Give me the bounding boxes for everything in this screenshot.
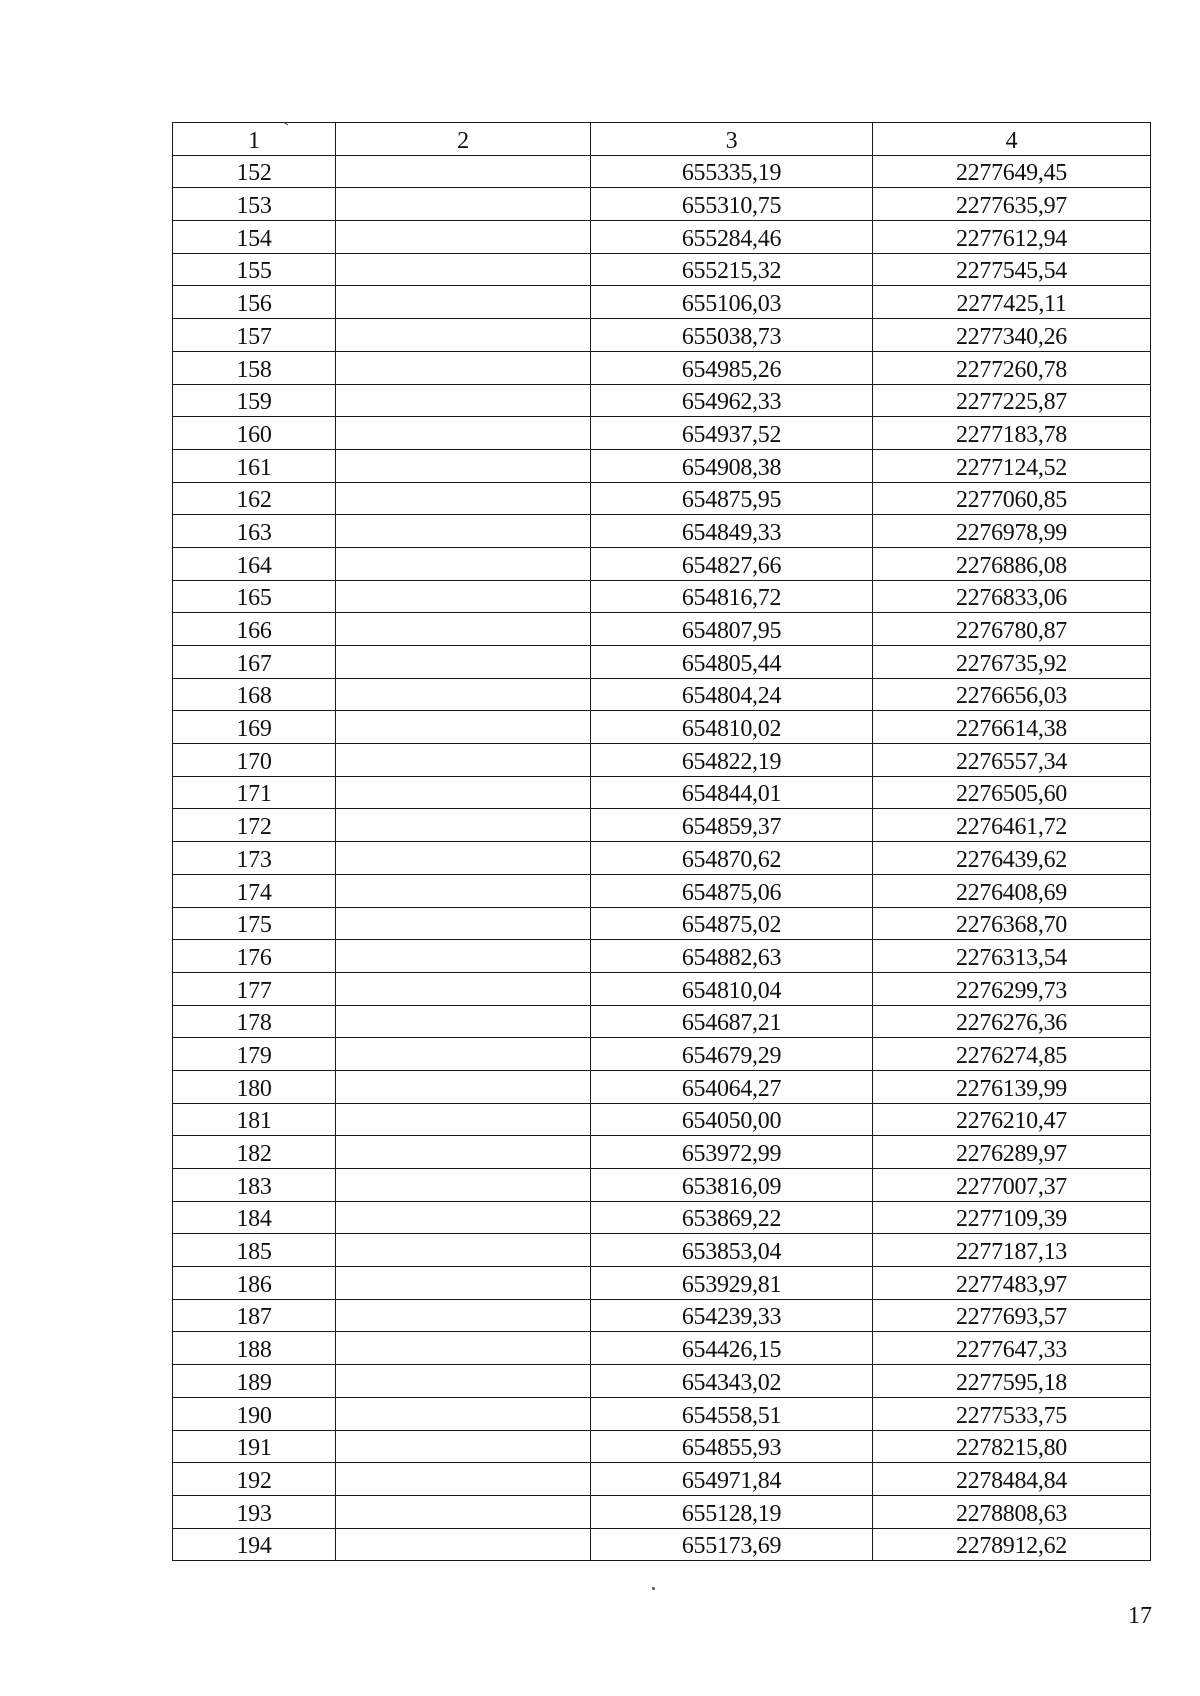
- cell-empty-cell: [336, 1201, 591, 1234]
- table-row: [173, 1038, 1151, 1071]
- header-row: [173, 123, 1151, 156]
- table-row: [173, 842, 1151, 875]
- table-row: [173, 1070, 1151, 1103]
- point-number-cell: 156: [173, 286, 336, 319]
- coordinate-y-cell: 2276289,97: [873, 1136, 1151, 1169]
- point-number-cell: 166: [173, 613, 336, 646]
- coordinates-table: [172, 122, 1151, 1561]
- table-row: [173, 1397, 1151, 1430]
- point-number-cell: 176: [173, 940, 336, 973]
- coordinate-x-cell: 654882,63: [591, 940, 873, 973]
- point-number-cell: 154: [173, 221, 336, 254]
- coordinate-x-cell: 655335,19: [591, 155, 873, 188]
- table-row: [173, 1299, 1151, 1332]
- point-number-cell: 186: [173, 1267, 336, 1300]
- cell-empty-cell: [336, 809, 591, 842]
- cell-empty-cell: [336, 1528, 591, 1561]
- coordinate-x-cell: 653816,09: [591, 1169, 873, 1202]
- point-number-cell: 184: [173, 1201, 336, 1234]
- cell-empty-cell: [336, 1103, 591, 1136]
- point-number-cell: 178: [173, 1005, 336, 1038]
- coordinate-y-cell: 2276313,54: [873, 940, 1151, 973]
- coordinate-y-cell: 2276368,70: [873, 907, 1151, 940]
- coordinate-x-cell: 654859,37: [591, 809, 873, 842]
- coordinate-x-cell: 653853,04: [591, 1234, 873, 1267]
- table-row: [173, 253, 1151, 286]
- coordinate-x-cell: 654849,33: [591, 515, 873, 548]
- cell-empty-cell: [336, 1005, 591, 1038]
- point-number-cell: 181: [173, 1103, 336, 1136]
- coordinate-y-cell: 2276656,03: [873, 678, 1151, 711]
- point-number-cell: 170: [173, 744, 336, 777]
- coordinate-x-cell: 654810,02: [591, 711, 873, 744]
- coordinate-y-cell: 2277183,78: [873, 417, 1151, 450]
- point-number-cell: 164: [173, 547, 336, 580]
- coordinate-y-cell: 2277595,18: [873, 1365, 1151, 1398]
- coordinate-x-cell: 654908,38: [591, 449, 873, 482]
- coordinate-y-cell: 2277340,26: [873, 319, 1151, 352]
- coordinate-y-cell: 2276274,85: [873, 1038, 1151, 1071]
- point-number-cell: 180: [173, 1070, 336, 1103]
- point-number-cell: 185: [173, 1234, 336, 1267]
- cell-empty-cell: [336, 1070, 591, 1103]
- table-row: [173, 1169, 1151, 1202]
- coordinate-x-cell: 653869,22: [591, 1201, 873, 1234]
- page-number: 17: [1128, 1603, 1152, 1629]
- coordinate-y-cell: 2276978,99: [873, 515, 1151, 548]
- coordinate-x-cell: 654679,29: [591, 1038, 873, 1071]
- coordinate-y-cell: 2278484,84: [873, 1463, 1151, 1496]
- cell-empty-cell: [336, 613, 591, 646]
- point-number-cell: 169: [173, 711, 336, 744]
- table-row: [173, 1430, 1151, 1463]
- coordinate-y-cell: 2276886,08: [873, 547, 1151, 580]
- coordinate-y-cell: 2276557,34: [873, 744, 1151, 777]
- cell-empty-cell: [336, 1332, 591, 1365]
- table-row: [173, 744, 1151, 777]
- cell-empty-cell: [336, 1038, 591, 1071]
- point-number-cell: 175: [173, 907, 336, 940]
- column-header-1: 1: [173, 123, 336, 156]
- column-header-4: 4: [873, 123, 1151, 156]
- coordinate-y-cell: 2277124,52: [873, 449, 1151, 482]
- coordinate-x-cell: 654343,02: [591, 1365, 873, 1398]
- table-row: [173, 874, 1151, 907]
- table-row: [173, 1103, 1151, 1136]
- point-number-cell: 160: [173, 417, 336, 450]
- coordinate-x-cell: 655128,19: [591, 1495, 873, 1528]
- coordinate-y-cell: 2277187,13: [873, 1234, 1151, 1267]
- coordinate-x-cell: 654822,19: [591, 744, 873, 777]
- cell-empty-cell: [336, 449, 591, 482]
- point-number-cell: 168: [173, 678, 336, 711]
- table-row: [173, 417, 1151, 450]
- point-number-cell: 174: [173, 874, 336, 907]
- cell-empty-cell: [336, 1136, 591, 1169]
- table-body: [173, 155, 1151, 1561]
- coordinate-x-cell: 654937,52: [591, 417, 873, 450]
- cell-empty-cell: [336, 776, 591, 809]
- coordinate-x-cell: 654962,33: [591, 384, 873, 417]
- coordinate-x-cell: 654804,24: [591, 678, 873, 711]
- coordinate-y-cell: 2277007,37: [873, 1169, 1151, 1202]
- table-row: [173, 678, 1151, 711]
- coordinate-x-cell: 654426,15: [591, 1332, 873, 1365]
- coordinate-y-cell: 2278808,63: [873, 1495, 1151, 1528]
- coordinate-x-cell: 654687,21: [591, 1005, 873, 1038]
- point-number-cell: 173: [173, 842, 336, 875]
- coordinate-y-cell: 2277635,97: [873, 188, 1151, 221]
- cell-empty-cell: [336, 384, 591, 417]
- cell-empty-cell: [336, 907, 591, 940]
- table-row: [173, 319, 1151, 352]
- coordinate-y-cell: 2276439,62: [873, 842, 1151, 875]
- coordinate-x-cell: 654971,84: [591, 1463, 873, 1496]
- table-row: [173, 613, 1151, 646]
- coordinate-x-cell: 654050,00: [591, 1103, 873, 1136]
- coordinate-y-cell: 2277425,11: [873, 286, 1151, 319]
- cell-empty-cell: [336, 515, 591, 548]
- table-row: [173, 1267, 1151, 1300]
- point-number-cell: 190: [173, 1397, 336, 1430]
- coordinate-y-cell: 2277109,39: [873, 1201, 1151, 1234]
- table-row: [173, 580, 1151, 613]
- point-number-cell: 162: [173, 482, 336, 515]
- point-number-cell: 179: [173, 1038, 336, 1071]
- coordinate-y-cell: 2277612,94: [873, 221, 1151, 254]
- cell-empty-cell: [336, 417, 591, 450]
- point-number-cell: 192: [173, 1463, 336, 1496]
- coordinate-y-cell: 2276408,69: [873, 874, 1151, 907]
- coordinate-x-cell: 654810,04: [591, 972, 873, 1005]
- cell-empty-cell: [336, 188, 591, 221]
- table-row: [173, 646, 1151, 679]
- table-row: [173, 547, 1151, 580]
- table-row: [173, 1136, 1151, 1169]
- cell-empty-cell: [336, 1430, 591, 1463]
- coordinate-y-cell: 2276505,60: [873, 776, 1151, 809]
- table-row: [173, 809, 1151, 842]
- point-number-cell: 152: [173, 155, 336, 188]
- cell-empty-cell: [336, 155, 591, 188]
- table-row: [173, 1463, 1151, 1496]
- point-number-cell: 158: [173, 351, 336, 384]
- point-number-cell: 153: [173, 188, 336, 221]
- cell-empty-cell: [336, 940, 591, 973]
- cell-empty-cell: [336, 1365, 591, 1398]
- point-number-cell: 157: [173, 319, 336, 352]
- point-number-cell: 191: [173, 1430, 336, 1463]
- coordinate-x-cell: 655284,46: [591, 221, 873, 254]
- cell-empty-cell: [336, 744, 591, 777]
- cell-empty-cell: [336, 221, 591, 254]
- coordinate-x-cell: 654844,01: [591, 776, 873, 809]
- table-row: [173, 1365, 1151, 1398]
- point-number-cell: 171: [173, 776, 336, 809]
- cell-empty-cell: [336, 351, 591, 384]
- stray-dot-mark: [652, 1587, 655, 1590]
- table-row: [173, 1201, 1151, 1234]
- cell-empty-cell: [336, 547, 591, 580]
- point-number-cell: 177: [173, 972, 336, 1005]
- table-row: [173, 482, 1151, 515]
- point-number-cell: 159: [173, 384, 336, 417]
- cell-empty-cell: [336, 1463, 591, 1496]
- point-number-cell: 165: [173, 580, 336, 613]
- table-row: [173, 286, 1151, 319]
- coordinate-y-cell: 2276614,38: [873, 711, 1151, 744]
- coordinate-y-cell: 2278215,80: [873, 1430, 1151, 1463]
- table-row: [173, 351, 1151, 384]
- point-number-cell: 189: [173, 1365, 336, 1398]
- coordinate-y-cell: 2277225,87: [873, 384, 1151, 417]
- table-row: [173, 515, 1151, 548]
- coordinate-x-cell: 654875,06: [591, 874, 873, 907]
- coordinate-y-cell: 2276461,72: [873, 809, 1151, 842]
- table-row: [173, 940, 1151, 973]
- point-number-cell: 183: [173, 1169, 336, 1202]
- table-row: [173, 776, 1151, 809]
- coordinate-x-cell: 654827,66: [591, 547, 873, 580]
- cell-empty-cell: [336, 1397, 591, 1430]
- coordinate-y-cell: 2277693,57: [873, 1299, 1151, 1332]
- table-row: [173, 449, 1151, 482]
- coordinate-x-cell: 653929,81: [591, 1267, 873, 1300]
- coordinate-y-cell: 2276210,47: [873, 1103, 1151, 1136]
- coordinate-x-cell: 655310,75: [591, 188, 873, 221]
- cell-empty-cell: [336, 972, 591, 1005]
- table-row: [173, 907, 1151, 940]
- cell-empty-cell: [336, 842, 591, 875]
- coordinate-y-cell: 2277260,78: [873, 351, 1151, 384]
- coordinate-x-cell: 654816,72: [591, 580, 873, 613]
- point-number-cell: 182: [173, 1136, 336, 1169]
- cell-empty-cell: [336, 678, 591, 711]
- cell-empty-cell: [336, 1299, 591, 1332]
- coordinate-x-cell: 654870,62: [591, 842, 873, 875]
- table-row: [173, 711, 1151, 744]
- coordinate-x-cell: 655038,73: [591, 319, 873, 352]
- coordinate-x-cell: 655215,32: [591, 253, 873, 286]
- coordinate-x-cell: 654558,51: [591, 1397, 873, 1430]
- point-number-cell: 187: [173, 1299, 336, 1332]
- cell-empty-cell: [336, 1495, 591, 1528]
- table-row: [173, 1495, 1151, 1528]
- point-number-cell: 188: [173, 1332, 336, 1365]
- cell-empty-cell: [336, 286, 591, 319]
- coordinate-y-cell: 2277647,33: [873, 1332, 1151, 1365]
- coordinate-x-cell: 654064,27: [591, 1070, 873, 1103]
- point-number-cell: 163: [173, 515, 336, 548]
- coordinate-x-cell: 654875,95: [591, 482, 873, 515]
- table-row: [173, 221, 1151, 254]
- cell-empty-cell: [336, 1267, 591, 1300]
- coordinate-x-cell: 654855,93: [591, 1430, 873, 1463]
- table-row: [173, 155, 1151, 188]
- coordinate-y-cell: 2276139,99: [873, 1070, 1151, 1103]
- coordinate-y-cell: 2277060,85: [873, 482, 1151, 515]
- coordinate-y-cell: 2276276,36: [873, 1005, 1151, 1038]
- coordinate-y-cell: 2277545,54: [873, 253, 1151, 286]
- table-header: [173, 123, 1151, 156]
- coordinate-y-cell: 2276299,73: [873, 972, 1151, 1005]
- coordinate-y-cell: 2276735,92: [873, 646, 1151, 679]
- table-row: [173, 188, 1151, 221]
- coordinate-x-cell: 655106,03: [591, 286, 873, 319]
- table-row: [173, 1234, 1151, 1267]
- coordinate-y-cell: 2276780,87: [873, 613, 1151, 646]
- coordinate-x-cell: 654875,02: [591, 907, 873, 940]
- table-row: [173, 1332, 1151, 1365]
- coordinate-y-cell: 2277649,45: [873, 155, 1151, 188]
- table-row: [173, 384, 1151, 417]
- coordinate-x-cell: 653972,99: [591, 1136, 873, 1169]
- table-row: [173, 1005, 1151, 1038]
- point-number-cell: 172: [173, 809, 336, 842]
- point-number-cell: 194: [173, 1528, 336, 1561]
- point-number-cell: 161: [173, 449, 336, 482]
- point-number-cell: 167: [173, 646, 336, 679]
- cell-empty-cell: [336, 874, 591, 907]
- coordinate-x-cell: 654239,33: [591, 1299, 873, 1332]
- coordinate-y-cell: 2276833,06: [873, 580, 1151, 613]
- column-header-2: 2: [336, 123, 591, 156]
- coordinate-y-cell: 2278912,62: [873, 1528, 1151, 1561]
- coordinate-y-cell: 2277533,75: [873, 1397, 1151, 1430]
- coordinate-x-cell: 655173,69: [591, 1528, 873, 1561]
- coordinate-x-cell: 654985,26: [591, 351, 873, 384]
- table-row: [173, 1528, 1151, 1561]
- cell-empty-cell: [336, 580, 591, 613]
- cell-empty-cell: [336, 1169, 591, 1202]
- coordinate-y-cell: 2277483,97: [873, 1267, 1151, 1300]
- cell-empty-cell: [336, 711, 591, 744]
- cell-empty-cell: [336, 646, 591, 679]
- table-row: [173, 972, 1151, 1005]
- cell-empty-cell: [336, 482, 591, 515]
- coordinate-x-cell: 654805,44: [591, 646, 873, 679]
- cell-empty-cell: [336, 1234, 591, 1267]
- point-number-cell: 155: [173, 253, 336, 286]
- cell-empty-cell: [336, 319, 591, 352]
- cell-empty-cell: [336, 253, 591, 286]
- coordinate-x-cell: 654807,95: [591, 613, 873, 646]
- point-number-cell: 193: [173, 1495, 336, 1528]
- column-header-3: 3: [591, 123, 873, 156]
